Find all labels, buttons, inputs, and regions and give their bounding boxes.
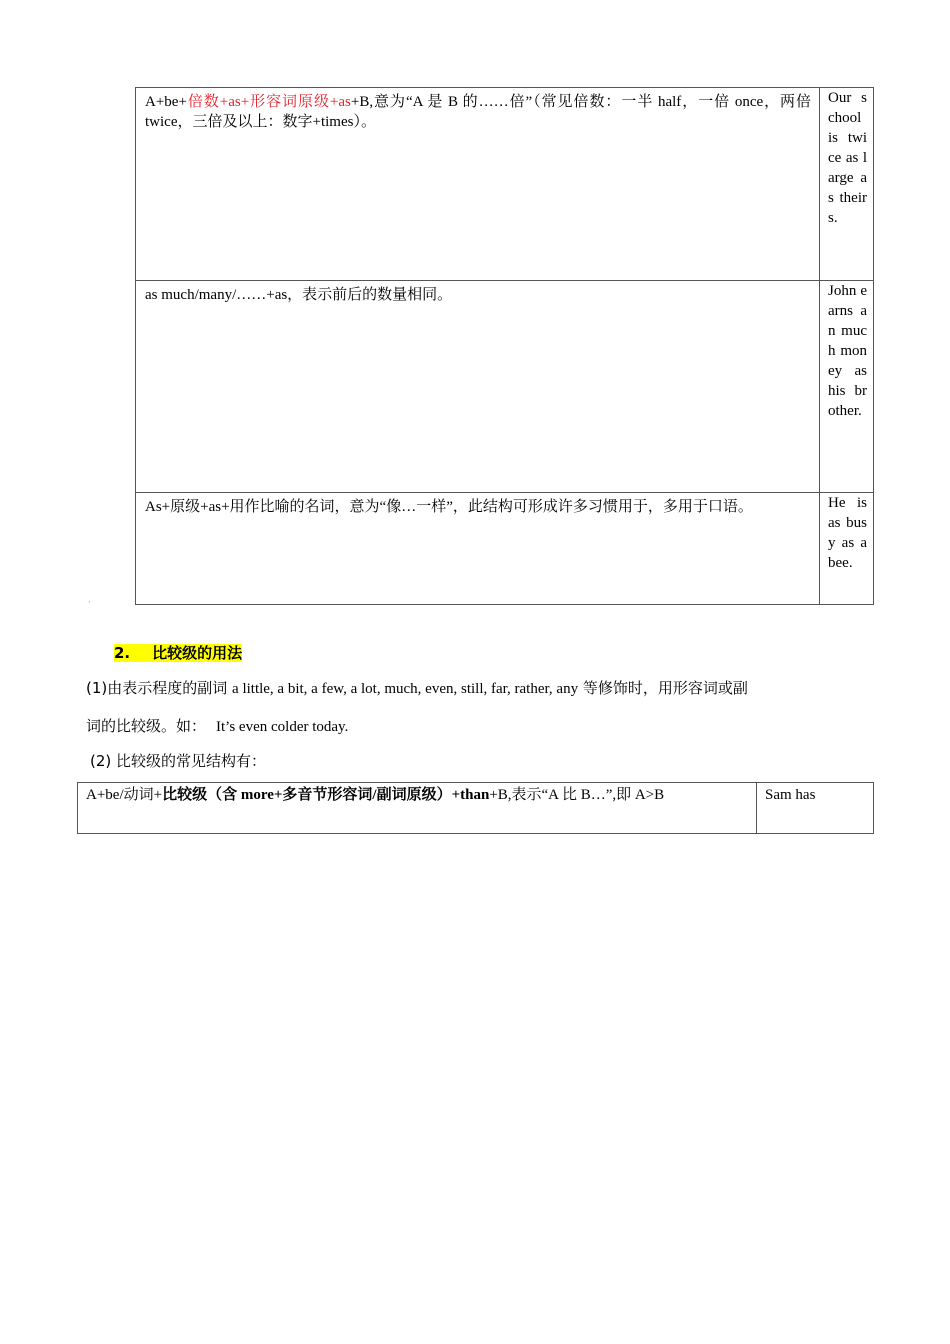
- section-number: 2.: [114, 644, 131, 662]
- structure-table-than: [77, 782, 874, 834]
- section-heading: [114, 642, 242, 663]
- row-description: as much/many/……+as，表示前后的数量相同。: [136, 281, 820, 493]
- para-adverb-list: a little, a bit, a few, a lot, much, even, still, far, rather, any: [232, 681, 579, 697]
- row-description: [78, 783, 757, 834]
- paragraph-common-structures: (2) 比较级的常见结构有：: [90, 752, 267, 770]
- paragraph-degree-adverbs: [86, 678, 886, 699]
- desc-suffix: +B,意为“A 是 B 的……倍”（常见倍数：一半 half，一倍 once，两倍 twice，三倍及以上：数字+times）。: [145, 94, 811, 130]
- desc-highlight-red: 倍数+as+形容词原级+as: [186, 94, 351, 110]
- row-description: [136, 88, 820, 281]
- table-row: [136, 281, 874, 493]
- para-example: It’s even colder today.: [216, 719, 349, 735]
- table-row: [136, 493, 874, 605]
- desc-bold: 比较级（含 more+多音节形容词/副词原级）+than: [162, 787, 490, 803]
- table-row: [78, 783, 874, 834]
- structure-table-as-as: [135, 87, 874, 605]
- para-line2-prefix: 词的比较级。如：: [86, 717, 207, 735]
- row-example: Sam has: [757, 783, 874, 834]
- paragraph-line2: [86, 716, 348, 737]
- section-title: 比较级的用法: [152, 644, 243, 662]
- row-example: He is as busy as a bee.: [820, 493, 874, 605]
- row-description: As+原级+as+用作比喻的名词，意为“像…一样”，此结构可形成许多习惯用于，多用于口语。: [136, 493, 820, 605]
- stray-mark: ·: [88, 597, 91, 607]
- desc-suffix: +B,表示“A 比 B…”,即 A>B: [489, 787, 665, 803]
- para-suffix: 等修饰时，用形容词或副: [578, 679, 748, 697]
- row-example: Our school is twice as large as theirs.: [820, 88, 874, 281]
- desc-prefix: A+be/动词+: [86, 787, 163, 803]
- row-example: John earns an much money as his brother.: [820, 281, 874, 493]
- table-row: [136, 88, 874, 281]
- para-prefix: (1)由表示程度的副词: [86, 679, 233, 697]
- desc-prefix: A+be+: [145, 94, 187, 110]
